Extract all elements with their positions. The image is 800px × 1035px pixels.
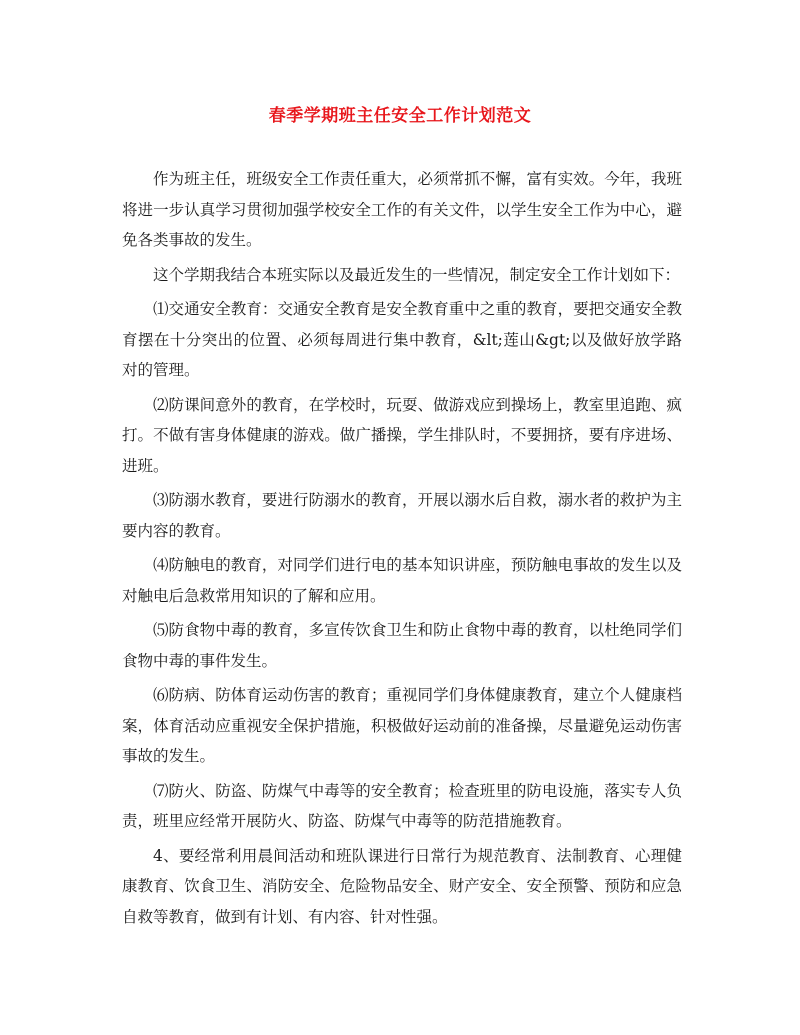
paragraph-food-poisoning-prevention: ⑸防食物中毒的教育，多宣传饮食卫生和防止食物中毒的教育，以杜绝同学们食物中毒的事件发生。 <box>122 621 682 670</box>
paragraph-fire-theft-gas-safety: ⑺防火、防盗、防煤气中毒等的安全教育；检查班里的防电设施，落实专人负责，班里应经常开展防火、防盗、防煤气中毒等的防范措施教育。 <box>122 781 682 830</box>
paragraph-plan-lead: 这个学期我结合本班实际以及最近发生的一些情况，制定安全工作计划如下： <box>153 265 681 284</box>
paragraph-drowning-prevention: ⑶防溺水教育，要进行防溺水的教育，开展以溺水后自救，溺水者的救护为主要内容的教育。 <box>122 491 682 540</box>
paragraph-electric-shock-prevention: ⑷防触电的教育，对同学们进行电的基本知识讲座，预防触电事故的发生以及对触电后急救常用知识的了解和应用。 <box>122 556 682 605</box>
paragraph-recess-safety: ⑵防课间意外的教育，在学校时，玩耍、做游戏应到操场上，教室里追跑、疯打。不做有害身体健康的游戏。做广播操，学生排队时，不要拥挤，要有序进场、进班。 <box>122 395 682 475</box>
paragraph-intro: 作为班主任，班级安全工作责任重大，必须常抓不懈，富有实效。今年，我班将进一步认真学习贯彻加强学校安全工作的有关文件，以学生安全工作为中心，避免各类事故的发生。 <box>122 170 682 249</box>
paragraph-traffic-safety: ⑴交通安全教育：交通安全教育是安全教育重中之重的教育，要把交通安全教育摆在十分突出的位置、必须每周进行集中教育，&lt;莲山&gt;以及做好放学路对的管理。 <box>122 300 682 379</box>
paragraph-daily-education: 4、要经常利用晨间活动和班队课进行日常行为规范教育、法制教育、心理健康教育、饮食卫生、消防安全、危险物品安全、财产安全、安全预警、预防和应急自救等教育，做到有计划、有内容、针对性强。 <box>122 846 682 926</box>
document-title: 春季学期班主任安全工作计划范文 <box>268 106 532 126</box>
paragraph-sports-injury-prevention: ⑹防病、防体育运动伤害的教育；重视同学们身体健康教育，建立个人健康档案，体育活动应重视安全保护措施，积极做好运动前的准备操，尽量避免运动伤害事故的发生。 <box>122 686 682 765</box>
document-body <box>122 164 682 936</box>
